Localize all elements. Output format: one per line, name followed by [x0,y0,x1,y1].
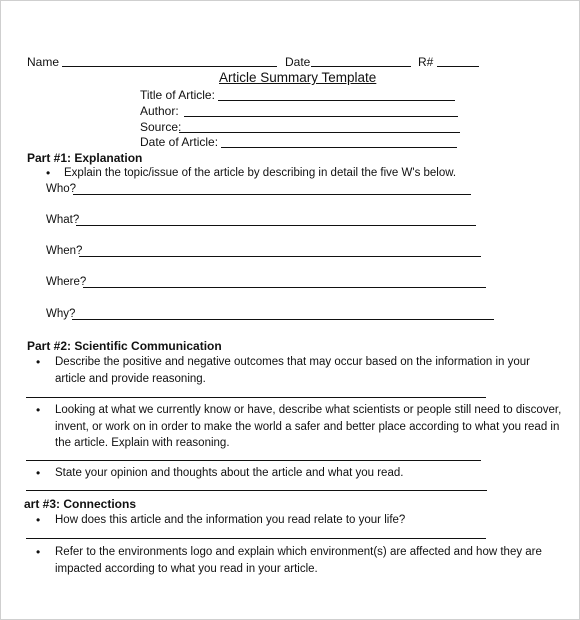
bullet-glyph: • [36,513,41,527]
bullet-glyph: • [36,545,41,559]
name-field[interactable] [62,66,277,67]
when-field[interactable] [79,256,481,257]
author-label: Author: [140,104,179,118]
part2-prompt-2: Looking at what we currently know or have, describe what scientists or people still need to discover, invent, or work on in order to make the world a safer and better place according to what you read in the article. Explain with reasoning. [55,404,562,449]
bullet-glyph: • [36,403,41,417]
part1-instruction: Explain the topic/issue of the article by describing in detail the five W's below. [64,167,457,179]
name-label: Name [27,55,60,69]
bullet-glyph: • [46,166,51,180]
part3-heading: art #3: Connections [24,497,137,511]
bullet-glyph: • [36,466,41,480]
title-of-article-label: Title of Article: [140,88,215,102]
author-field[interactable] [184,116,458,117]
part3-prompt-2: Refer to the environments logo and explain which environment(s) are affected and how they are impacted according to what you read in your article. [55,546,542,575]
part2-heading: Part #2: Scientific Communication [27,339,222,353]
why-label: Why? [46,308,76,320]
r-number-field[interactable] [437,66,479,67]
date-of-article-label: Date of Article: [140,135,219,149]
title-of-article-field[interactable] [218,100,455,101]
date-field[interactable] [311,66,411,67]
where-field[interactable] [83,287,486,288]
where-label: Where? [46,276,87,288]
when-label: When? [46,245,83,257]
answer-line[interactable] [26,397,486,398]
answer-line[interactable] [26,460,481,461]
source-label: Source: [140,120,182,134]
part2-prompt-3: State your opinion and thoughts about the article and what you read. [55,467,404,479]
what-field[interactable] [76,225,476,226]
bullet-glyph: • [36,355,41,369]
source-field[interactable] [179,132,460,133]
r-number-label: R# [418,55,434,69]
part2-prompt-1: Describe the positive and negative outcomes that may occur based on the information in your article and provide reasoning. [55,356,530,385]
page-title: Article Summary Template [219,70,377,85]
date-label: Date [285,55,311,69]
date-of-article-field[interactable] [221,147,457,148]
who-field[interactable] [73,194,471,195]
part3-prompt-1: How does this article and the information you read relate to your life? [55,514,406,526]
what-label: What? [46,214,80,226]
answer-line[interactable] [26,538,486,539]
who-label: Who? [46,183,77,195]
why-field[interactable] [72,319,494,320]
part1-heading: Part #1: Explanation [27,151,143,165]
answer-line[interactable] [26,490,487,491]
